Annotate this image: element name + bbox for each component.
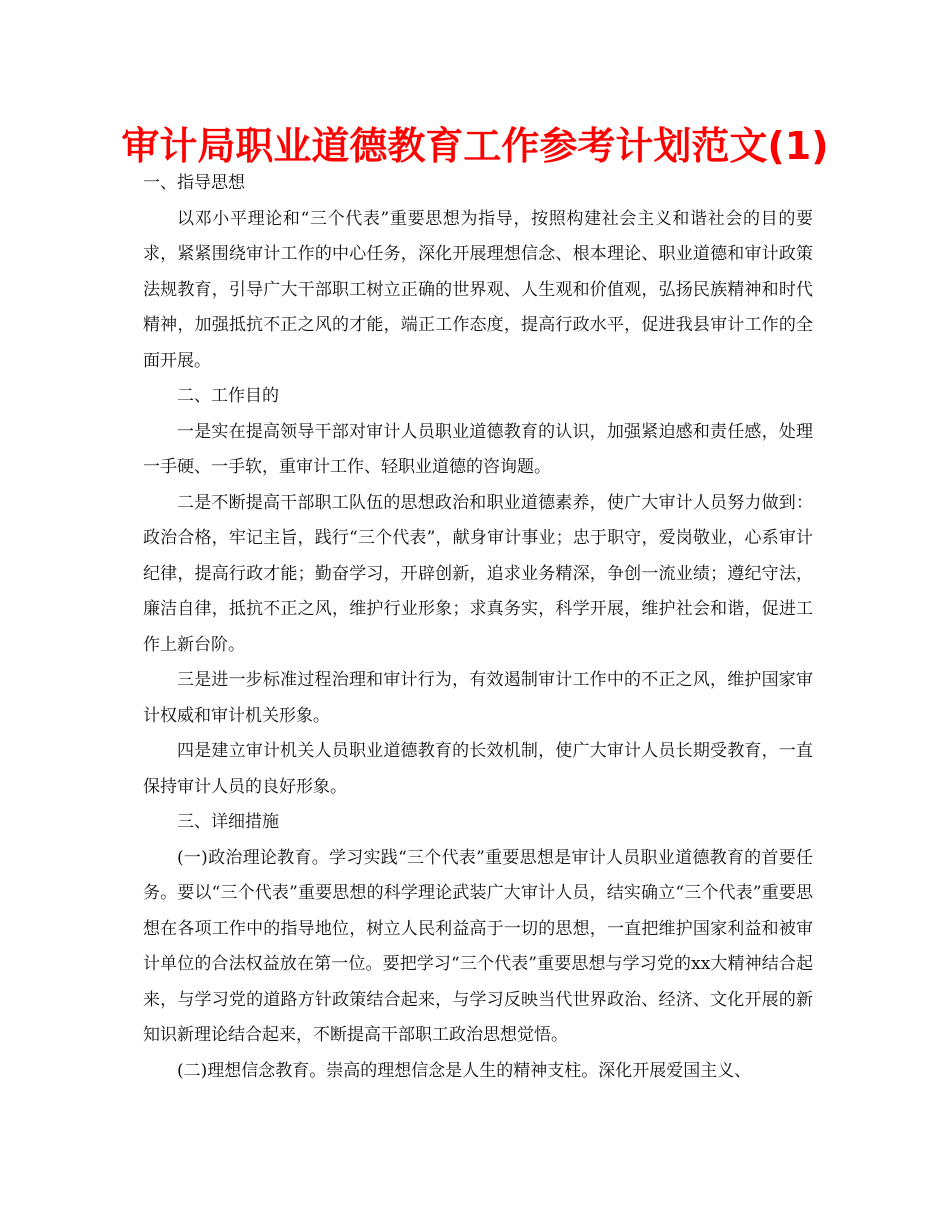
paragraph-ideals-beliefs: (二)理想信念教育。崇高的理想信念是人生的精神支柱。深化开展爱国主义、 bbox=[177, 1060, 752, 1081]
paragraph-goal-three: 三是进一步标准过程治理和审计行为，有效遏制审计工作中的不正之风，维护国家审计权威和审计机关形象。 bbox=[143, 670, 813, 726]
document-body bbox=[143, 166, 813, 1089]
document-title: 审计局职业道德教育工作参考计划范文(1) bbox=[121, 124, 829, 168]
paragraph-guiding-thought: 以邓小平理论和“三个代表”重要思想为指导，按照构建社会主义和谐社会的目的要求，紧紧围绕审计工作的中心任务，深化开展理想信念、根本理论、职业道德和审计政策法规教育，引导广大干部职工树立正确的世界观、人生观和价值观，弘扬民族精神和时代精神，加强抵抗不正之风的才能，端正工作态度，提高行政水平，促进我县审计工作的全面开展。 bbox=[143, 208, 813, 371]
paragraph-goal-four: 四是建立审计机关人员职业道德教育的长效机制，使广大审计人员长期受教育，一直保持审计人员的良好形象。 bbox=[143, 741, 813, 797]
section-heading-work-goals: 二、工作目的 bbox=[177, 386, 279, 406]
section-heading-measures: 三、详细措施 bbox=[177, 812, 279, 832]
paragraph-goal-one: 一是实在提高领导干部对审计人员职业道德教育的认识，加强紧迫感和责任感，处理一手硬、一手软，重审计工作、轻职业道德的咨询题。 bbox=[143, 421, 813, 477]
paragraph-political-theory: (一)政治理论教育。学习实践“三个代表”重要思想是审计人员职业道德教育的首要任务。要以“三个代表”重要思想的科学理论武装广大审计人员，结实确立“三个代表”重要思想在各项工作中的指导地位，树立人民利益高于一切的思想，一直把维护国家利益和被审计单位的合法权益放在第一位。要把学习“三个代表”重要思想与学习党的xx大精神结合起来，与学习党的道路方针政策结合起来，与学习反映当代世界政治、经济、文化开展的新知识新理论结合起来，不断提高干部职工政治思想觉悟。 bbox=[143, 847, 813, 1045]
section-heading-guiding-thought: 一、指导思想 bbox=[143, 173, 245, 193]
paragraph-goal-two: 二是不断提高干部职工队伍的思想政治和职业道德素养，使广大审计人员努力做到：政治合格，牢记主旨，践行“三个代表”，献身审计事业；忠于职守，爱岗敬业，心系审计纪律，提高行政才能；勤奋学习，开辟创新，追求业务精深，争创一流业绩；遵纪守法，廉洁自律，抵抗不正之风，维护行业形象；求真务实，科学开展，维护社会和谐，促进工作上新台阶。 bbox=[143, 492, 813, 655]
